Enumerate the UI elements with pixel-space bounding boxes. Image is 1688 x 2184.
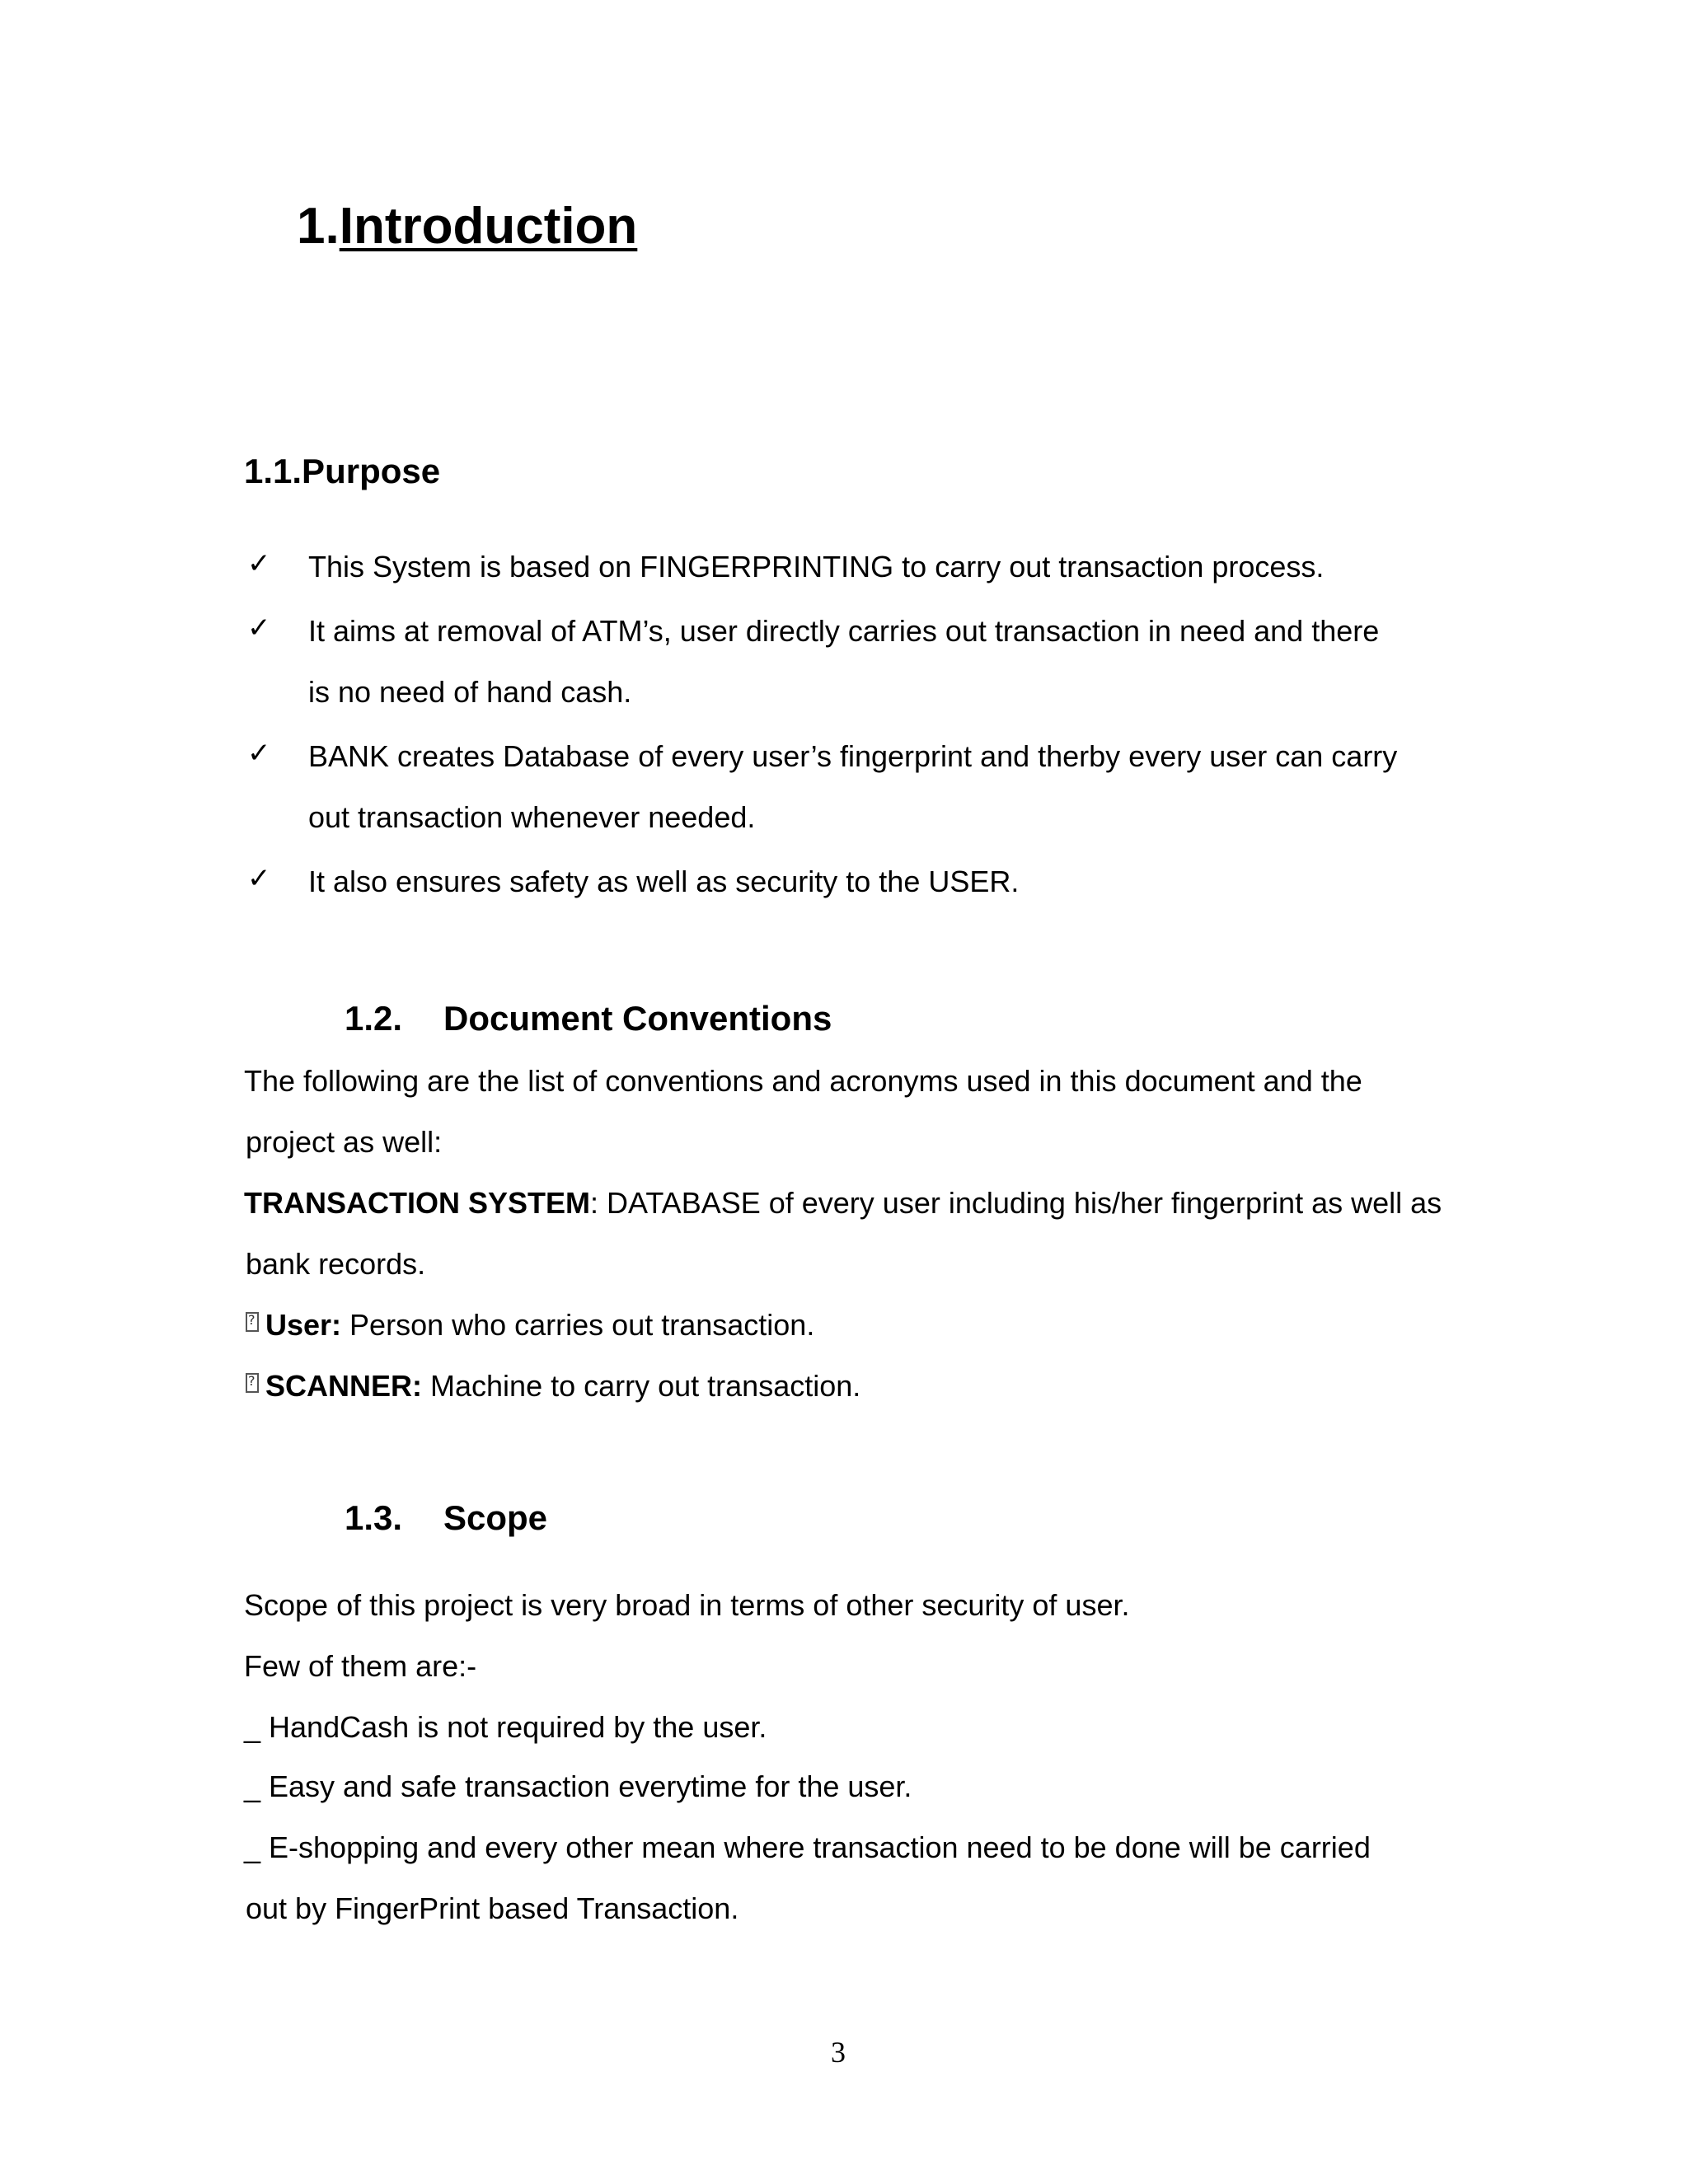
transaction-system-desc-line-2: bank records. <box>246 1247 426 1281</box>
transaction-system-definition <box>244 1187 1442 1220</box>
conventions-intro-line-1: The following are the list of conventions and acronyms used in this document and the <box>244 1064 1362 1098</box>
section-number-scope: 1.3. <box>345 1498 403 1537</box>
scope-line-3: _ HandCash is not required by the user. <box>244 1710 767 1744</box>
transaction-system-desc: : DATABASE of every user including his/her fingerprint as well as <box>590 1186 1442 1220</box>
purpose-bullet-4-line-1: It also ensures safety as well as security to the USER. <box>308 865 1020 898</box>
section-title-scope: Scope <box>443 1498 548 1537</box>
chapter-heading <box>297 198 637 255</box>
chapter-title: Introduction <box>339 198 638 255</box>
purpose-bullet-3-line-2: out transaction whenever needed. <box>308 800 756 834</box>
scanner-term: SCANNER: <box>265 1369 423 1403</box>
section-title-conventions: Document Conventions <box>443 999 832 1038</box>
section-number-conventions: 1.2. <box>345 999 403 1038</box>
purpose-bullet-3-line-1: BANK creates Database of every user’s fingerprint and therby every user can carry <box>308 739 1398 773</box>
missing-glyph-icon <box>246 1312 259 1332</box>
missing-glyph-icon <box>246 1373 259 1393</box>
conventions-intro-line-2: project as well: <box>246 1125 443 1159</box>
check-icon: ✓ <box>247 612 271 644</box>
purpose-bullet-1-line-1: This System is based on FINGERPRINTING to carry out transaction process. <box>308 550 1325 583</box>
section-heading-purpose: 1.1.Purpose <box>244 452 441 490</box>
check-icon: ✓ <box>247 547 271 580</box>
check-icon: ✓ <box>247 737 271 770</box>
scope-line-5: _ E-shopping and every other mean where transaction need to be done will be carried <box>244 1830 1371 1864</box>
scope-line-2: Few of them are:- <box>244 1649 477 1683</box>
check-icon: ✓ <box>247 862 271 895</box>
scanner-definition <box>246 1370 860 1403</box>
user-desc: Person who carries out transaction. <box>341 1308 815 1342</box>
purpose-bullet-2-line-2: is no need of hand cash. <box>308 675 632 709</box>
purpose-bullet-2-line-1: It aims at removal of ATM’s, user directly carries out transaction in need and there <box>308 614 1380 648</box>
scope-line-6: out by FingerPrint based Transaction. <box>246 1891 739 1925</box>
scope-line-4: _ Easy and safe transaction everytime for the user. <box>244 1769 912 1803</box>
user-definition <box>246 1309 814 1342</box>
transaction-system-term: TRANSACTION SYSTEM <box>244 1186 591 1220</box>
user-term: User: <box>265 1308 342 1342</box>
scope-line-1: Scope of this project is very broad in terms of other security of user. <box>244 1588 1130 1622</box>
page-number: 3 <box>831 2036 846 2069</box>
scanner-desc: Machine to carry out transaction. <box>422 1369 861 1403</box>
chapter-number: 1. <box>297 198 340 255</box>
